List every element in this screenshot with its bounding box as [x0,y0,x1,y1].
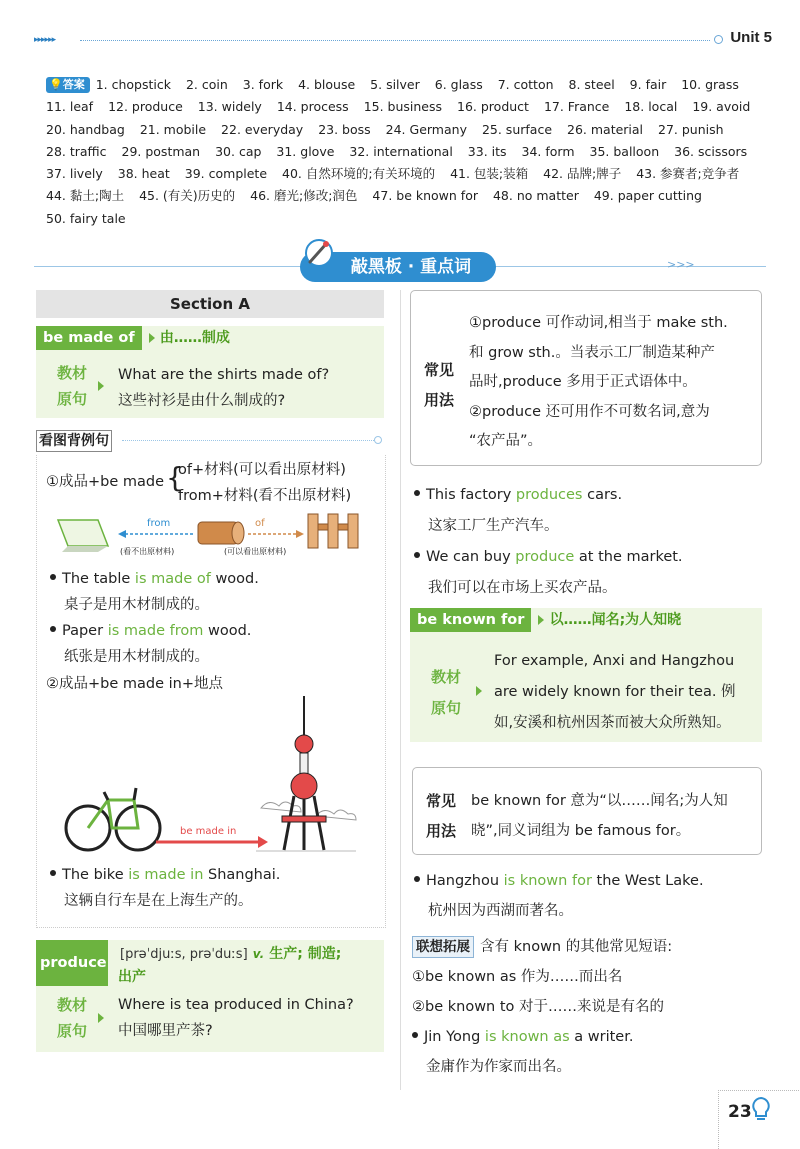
produce-example [118,992,354,1044]
known-for-line-2: are widely known for their tea. 例 [494,684,736,700]
answer-item: 34. form [521,143,575,159]
answer-item: 23. boss [318,121,371,137]
produce-box [36,940,384,1052]
answer-item: 8. steel [568,77,615,92]
answer-item: 43. 参赛者;竞争者 [636,166,740,182]
answer-item: 18. local [624,99,678,115]
bullet-icon [414,490,420,496]
ex3-pre: The bike [62,867,129,883]
ex3-post: Shanghai. [203,867,281,883]
blackboard-pointer-icon [304,238,334,268]
lightbulb-icon: 💡 [49,78,63,91]
picture-heading: 看图背例句 [36,430,112,452]
ex2-pre: Paper [62,623,108,639]
arrow-icon [98,381,104,391]
ex4-pre: This factory [426,487,516,503]
produce-keyword: produce [36,940,108,986]
arrow-icon [149,333,155,343]
answer-item: 21. mobile [139,121,207,137]
known-for-line-3: 如,安溪和杭州因茶而被大众所熟知。 [494,715,731,731]
arrow-icon [476,686,482,696]
picture-heading-line [122,440,374,441]
answer-item: 19. avoid [692,99,751,115]
answer-item: 1. chopstick [95,77,171,92]
img-caption-2: (可以看出原材料) [224,547,287,556]
bullet-icon [50,870,56,876]
ex4-cn: 这家工厂生产汽车。 [428,518,559,534]
made-of-cn: 这些衬衫是由什么制成的? [118,393,286,409]
ex7-post: a writer. [569,1029,634,1045]
ex3-highlight: is made in [128,867,204,883]
answer-item: 46. 磨光;修改;润色 [250,188,358,204]
tag-original: 原句 [56,390,87,408]
produce-meaning-1: 生产; 制造; [269,946,342,962]
extension-block [412,932,672,1082]
answer-item: 31. glove [276,143,335,159]
tag-textbook: 教材 [56,364,87,382]
answer-item: 47. be known for [372,188,478,204]
usage-label-1: 常见 [423,361,454,379]
answer-item: 5. silver [370,77,420,92]
answer-item: 29. postman [121,143,201,159]
answer-item: 40. 自然环境的;有关环境的 [282,166,436,182]
known-for-example-2 [414,866,704,926]
produce-phonetic: [prəˈdjuːs, prəˈduːs] [120,947,248,962]
bullet-icon [414,876,420,882]
img-from-label: from [147,518,171,529]
ex5-pre: We can buy [426,549,516,565]
ex5-cn: 我们可以在市场上买农产品。 [428,580,617,596]
ex2-cn: 纸张是用木材制成的。 [64,649,209,665]
img-of-label: of [255,518,265,529]
usage-label-1: 常见 [425,792,456,810]
extension-tag: 联想拓展 [412,936,474,958]
answer-item: 10. grass [681,77,739,92]
rule1-from: from+材料(看不出原材料) [178,488,352,504]
section-a-header: Section A [36,290,384,318]
ex4-post: cars. [582,487,623,503]
answer-item: 32. international [349,143,453,159]
usage-line-2: 和 grow sth.。当表示工厂制造某种产 [469,344,715,361]
made-of-en: What are the shirts made of? [118,367,330,383]
bullet-icon [412,1032,418,1038]
rule1-of: of+材料(可以看出原材料) [178,462,346,478]
extension-item-1: ①be known as 作为……而出名 [412,969,623,985]
ex6-pre: Hangzhou [426,873,504,889]
usage-text [469,309,728,457]
usage-label [419,355,459,415]
answer-item: 28. traffic [46,143,107,159]
answer-item: 14. process [276,99,349,115]
ex3-cn: 这辆自行车是在上海生产的。 [64,893,253,909]
produce-usage-box [410,290,762,466]
ex2-post: wood. [203,623,252,639]
header-dotted-line [80,40,710,41]
textbook-tag [428,662,464,724]
answer-item: 48. no matter [492,188,579,204]
usage-label [421,786,461,846]
answer-item: 37. lively [46,166,103,182]
made-of-keyword: be made of [36,326,142,350]
ex6-highlight: is known for [503,873,592,889]
ex1-post: wood. [210,571,259,587]
img-made-in-label: be made in [180,826,237,837]
ex1-pre: The table [62,571,135,587]
ex6-post: the West Lake. [591,873,704,889]
answer-item: 22. everyday [221,121,304,137]
produce-cn: 中国哪里产茶? [118,1023,213,1039]
header-arrows: ▸▸▸▸▸▸ [34,35,56,45]
tag-original: 原句 [430,699,461,717]
ex5-highlight: produce [515,549,575,565]
answer-item: 15. business [363,99,443,115]
answer-item: 38. heat [117,166,170,182]
answer-item: 12. produce [108,99,183,115]
bullet-icon [414,552,420,558]
answer-badge-label: 答案 [62,78,85,91]
usage-line-1: ①produce 可作动词,相当于 make sth. [469,315,728,331]
paper-wood-table-illustration [50,512,370,562]
answer-item: 7. cotton [497,77,554,92]
brace: { [166,461,184,494]
produce-en: Where is tea produced in China? [118,997,354,1013]
img-caption-1: (看不出原材料) [120,547,175,556]
picture-heading-dot [374,436,382,444]
answer-item: 20. handbag [46,121,125,137]
produce-pos: v. [252,947,265,961]
known-for-box [410,608,762,742]
answer-item: 13. widely [197,99,262,115]
rule2: ②成品+be made in+地点 [46,676,223,692]
produce-examples [414,480,683,604]
column-divider [400,290,401,1090]
answer-item: 42. 品牌;牌子 [543,166,622,182]
answer-item: 44. 黏土;陶土 [46,188,125,204]
answer-item: 30. cap [215,143,262,159]
extension-text: 含有 known 的其他常见短语: [480,939,673,955]
example-table [50,566,259,670]
arrow-icon [98,1013,104,1023]
textbook-tag [54,992,90,1044]
ex5-post: at the market. [574,549,683,565]
usage-label-2: 用法 [423,391,454,409]
answer-item: 36. scissors [674,143,748,159]
answer-item: 49. paper cutting [593,188,702,204]
extension-item-2: ②be known to 对于……来说是有名的 [412,999,665,1015]
answer-item: 45. (有关)历史的 [139,188,236,204]
ex1-cn: 桌子是用木材制成的。 [64,597,209,613]
rule1-left: ①成品+be made [46,474,165,490]
answer-item: 3. fork [242,77,284,92]
answer-item: 39. complete [184,166,268,182]
answer-item: 26. material [567,121,644,137]
tag-original: 原句 [56,1022,87,1040]
produce-meaning-2: 出产 [118,969,146,985]
tag-textbook: 教材 [430,668,461,686]
known-for-keyword: be known for [410,608,531,632]
usage-line-5: “农产品”。 [469,433,543,449]
answer-item: 24. Germany [385,121,467,137]
usage-line-3: 品时,produce 多用于正式语体中。 [469,374,697,390]
banner-title: 敲黑板 · 重点词 [350,257,472,277]
known-for-meaning: 以……闻名;为人知晓 [549,612,682,628]
tag-textbook: 教材 [56,996,87,1014]
lightbulb-icon [750,1096,772,1124]
answer-item: 27. punish [658,121,724,137]
answer-item: 4. blouse [298,77,356,92]
answer-item: 33. its [467,143,507,159]
answer-item: 50. fairy tale [46,210,126,226]
ex7-highlight: is known as [484,1029,570,1045]
known-for-line-1: For example, Anxi and Hangzhou [494,653,735,669]
ex2-highlight: is made from [107,623,204,639]
usage2-line-1: be known for 意为“以……闻名;为人知 [471,793,728,809]
made-of-box [36,326,384,418]
answer-list [46,77,761,226]
usage-label-2: 用法 [425,822,456,840]
ex7-pre: Jin Yong [424,1029,485,1045]
known-for-usage-box [412,767,762,855]
produce-definition [120,942,382,988]
known-for-example [494,646,736,739]
answer-item: 6. glass [434,77,483,92]
answer-item: 2. coin [185,77,228,92]
page-number: 23 [728,1102,752,1122]
answer-item: 35. balloon [589,143,660,159]
usage2-line-2: 晓”,同义词组为 be famous for。 [471,823,691,839]
usage-text [471,786,728,846]
banner-chevrons: >>> [667,258,695,271]
arrow-icon [538,615,544,625]
ex7-cn: 金庸作为作家而出名。 [426,1059,571,1075]
ex4-highlight: produces [515,487,583,503]
bullet-icon [50,626,56,632]
answer-item: 9. fair [629,77,667,92]
answer-item: 16. product [457,99,529,115]
ex1-highlight: is made of [134,571,211,587]
ex6-cn: 杭州因为西湖而著名。 [428,903,573,919]
made-of-example [118,362,329,414]
answer-key [46,74,766,230]
made-of-meaning: 由……制成 [159,330,230,346]
textbook-tag [54,360,90,412]
answer-item: 11. leaf [46,99,94,115]
answer-item: 41. 包装;装箱 [450,166,529,182]
header-dot [714,35,723,44]
unit-title: Unit 5 [730,29,772,46]
answer-item: 25. surface [481,121,553,137]
answer-badge [46,77,90,93]
example-bike [50,862,280,914]
usage-line-4: ②produce 还可用作不可数名词,意为 [469,403,710,420]
bullet-icon [50,574,56,580]
answer-item: 17. France [543,99,610,115]
